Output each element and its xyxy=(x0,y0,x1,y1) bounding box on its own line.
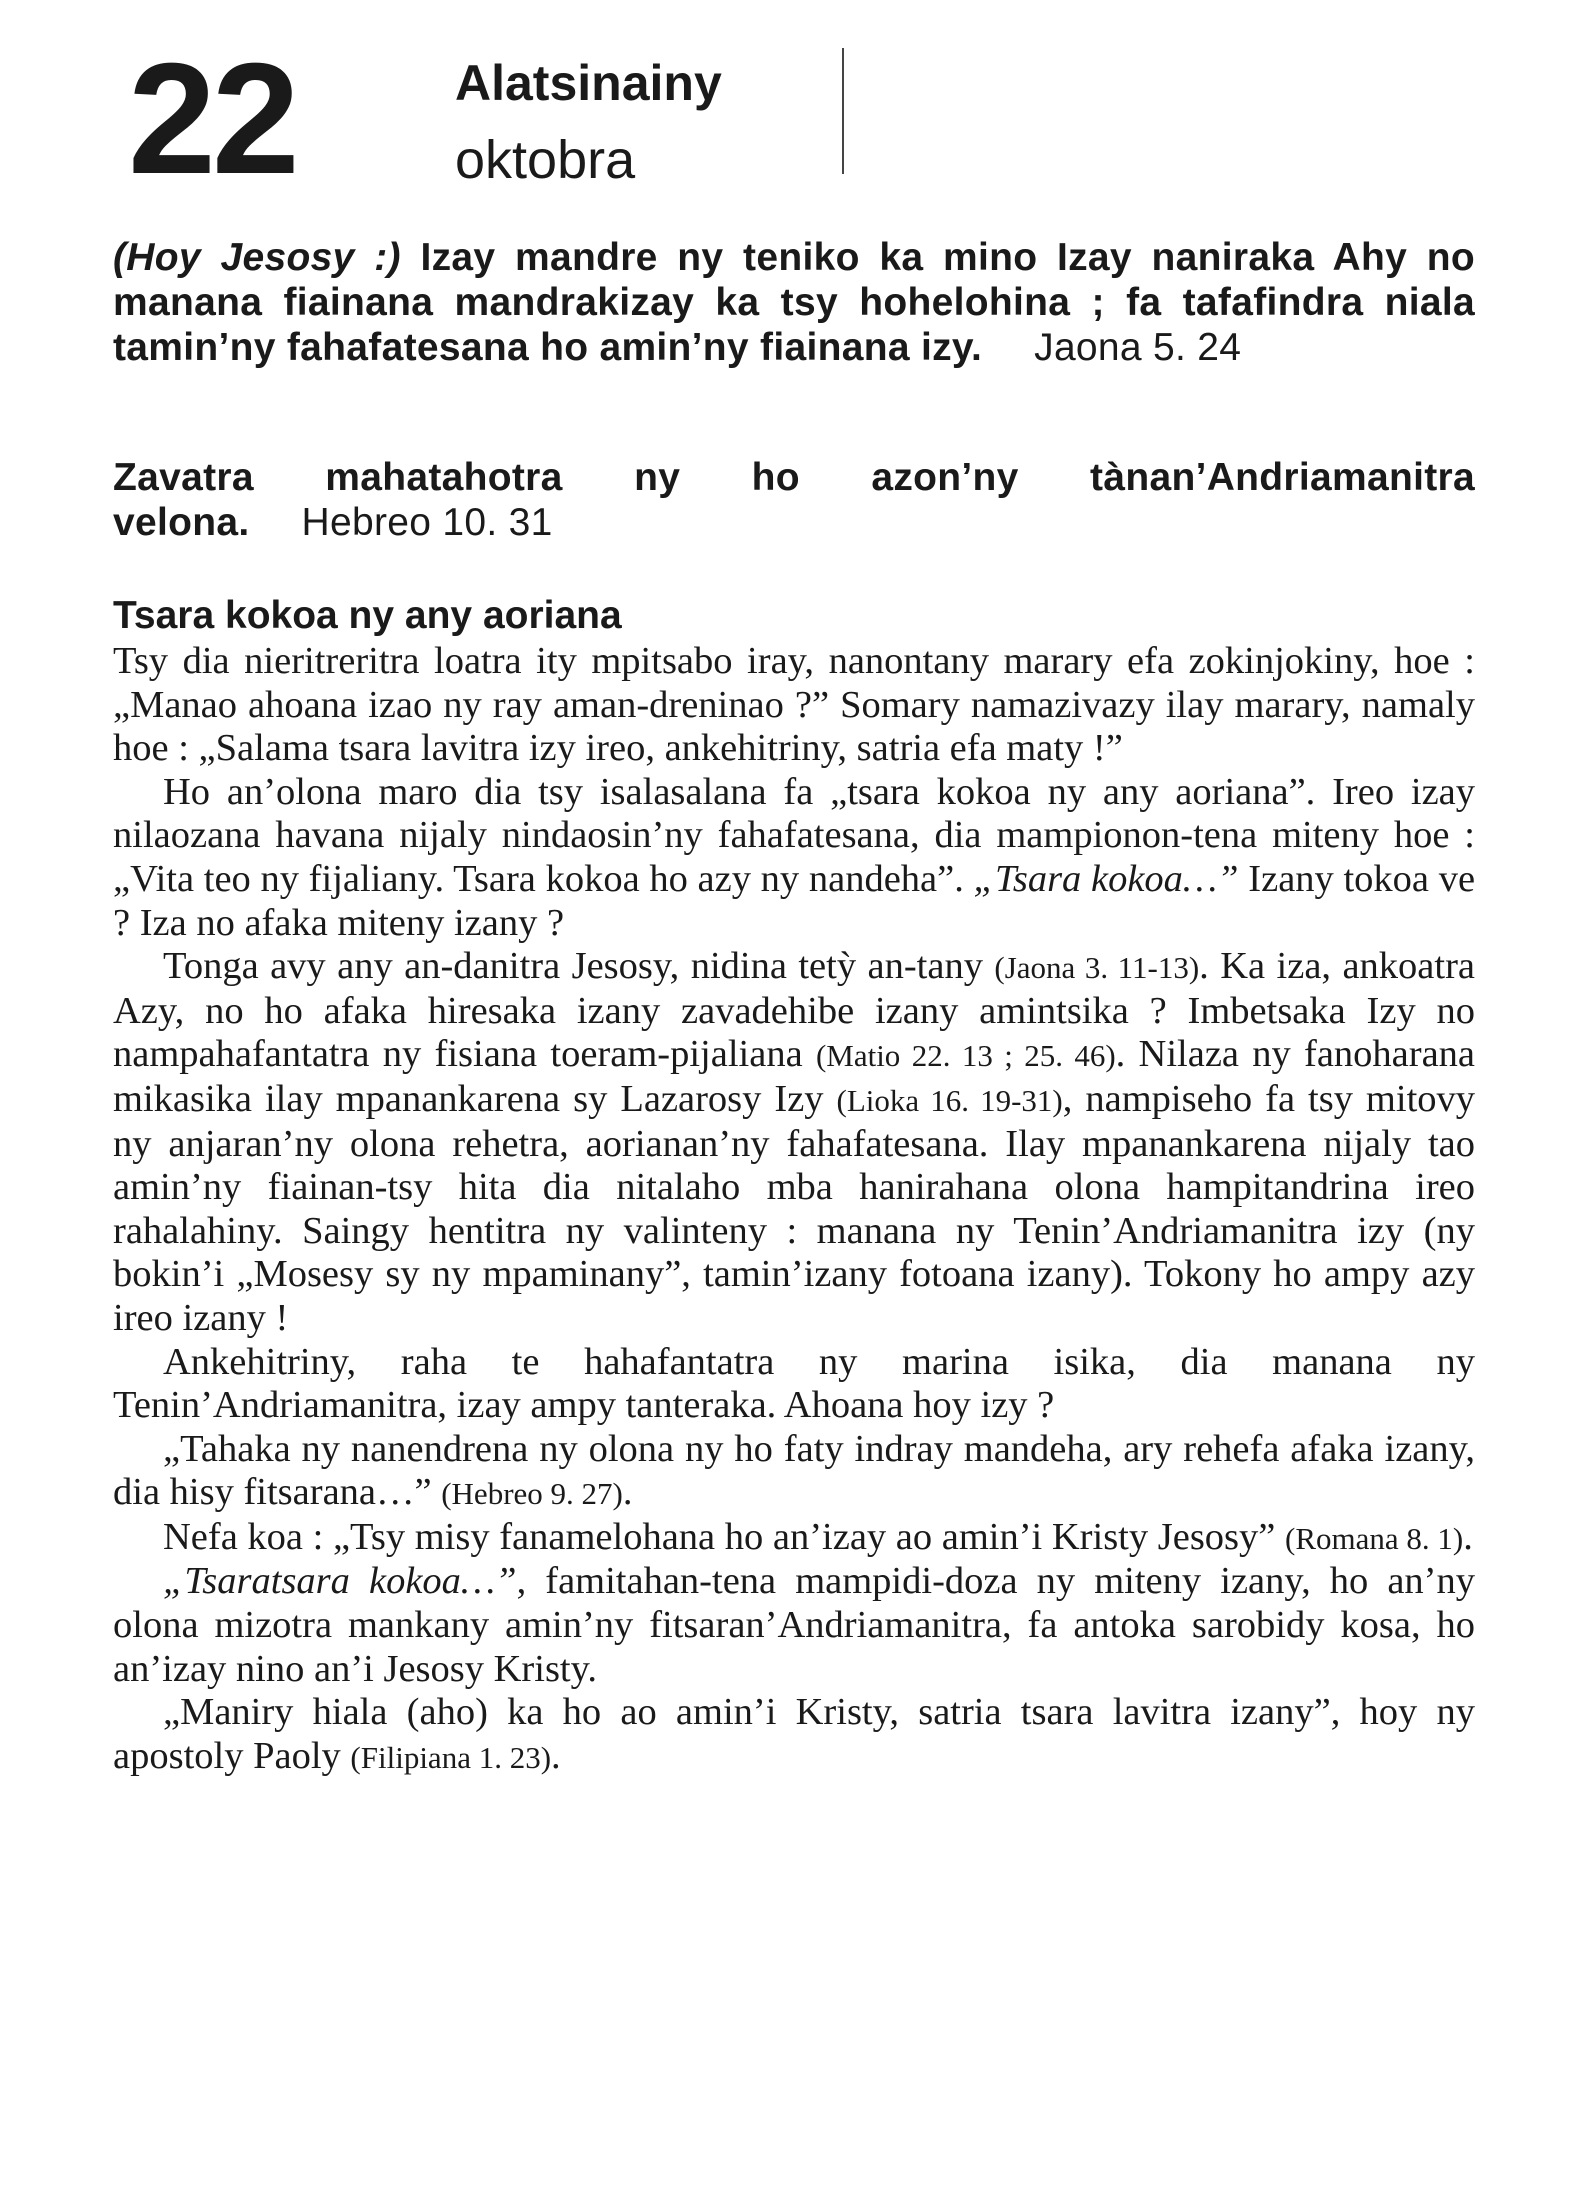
bible-reference: (Hebreo 9. 27) xyxy=(441,1476,623,1512)
paragraph-text: Ankehitriny, raha te hahafantatra ny marina isika, dia manana ny Tenin’Andriamanitra, izay ampy tanteraka. Ahoana hoy izy ? xyxy=(113,1340,1475,1427)
second-verse xyxy=(113,455,1475,545)
verse-of-the-day xyxy=(113,235,1475,370)
header-divider xyxy=(842,48,844,174)
paragraph xyxy=(113,640,1475,771)
verse-text: Izay mandre ny teniko ka mino Izay naniraka Ahy no manana fiainana mandrakizay ka tsy hohelohina ; fa tafafindra niala tamin’ny fahafatesana ho amin’ny fiainana izy. xyxy=(113,236,1475,369)
verse-reference: Hebreo 10. 31 xyxy=(301,501,553,544)
paragraph xyxy=(113,771,1475,945)
paragraph-text: Tonga avy any an-danitra Jesosy, nidina tetỳ an-tany xyxy=(163,945,983,988)
article-body xyxy=(113,640,1475,1779)
day-number: 22 xyxy=(128,31,296,207)
bible-reference: (Romana 8. 1) xyxy=(1285,1520,1464,1556)
paragraph-text: „Maniry hiala (aho) ka ho ao amin’i Kristy, satria tsara lavitra izany”, hoy ny apostoly Paoly xyxy=(113,1691,1475,1777)
bible-reference: (Lioka 16. 19-31) xyxy=(836,1082,1063,1118)
paragraph-text: . Nilaza ny fanoharana mikasika ilay mpanankarena sy Lazarosy Izy xyxy=(113,1033,1476,1120)
italic-quote: „Tsara kokoa…” xyxy=(973,857,1239,900)
bible-reference: (Jaona 3. 11-13) xyxy=(994,950,1200,986)
paragraph-text: Izany tokoa ve ? Iza no afaka miteny izany ? xyxy=(113,857,1476,944)
weekday: Alatsinainy xyxy=(455,55,722,111)
paragraph: „Maniry hiala (aho) ka ho ao amin’i Kristy, satria tsara lavitra izany”, hoy ny apostoly Paoly (Filipiana 1. 23). xyxy=(113,1691,1475,1777)
paragraph-text: Tsy dia nieritreritra loatra ity mpitsabo iray, nanontany marary efa zokinjokiny, hoe : „Manao ahoana izao ny ray aman-dreninao ?” Somary namazivazy ilay marary, namaly hoe : „Salama tsara lavitra izy ireo, ankehitriny, satria efa maty !” xyxy=(113,640,1475,770)
paragraph-text: . Ka iza, ankoatra Azy, no ho afaka hiresaka izany zavadehibe izany amintsika ? Imbetsaka Izy no nampahafantatra ny fisiana toeram-pijaliana xyxy=(113,945,1476,1076)
bible-reference: (Matio 22. 13 ; 25. 46) xyxy=(815,1038,1116,1074)
paragraph: Nefa koa : „Tsy misy fanamelohana ho an’izay ao amin’i Kristy Jesosy” (Romana 8. 1). xyxy=(163,1515,1473,1558)
italic-quote: „Tsaratsara kokoa…” xyxy=(163,1560,517,1603)
verse-reference: Jaona 5. 24 xyxy=(1034,326,1242,369)
verse-text: Zavatra mahatahotra ny ho azon’ny tànan’Andriamanitra velona. xyxy=(113,456,1475,544)
verse-intro: (Hoy Jesosy :) xyxy=(113,236,401,279)
paragraph xyxy=(113,1560,1475,1691)
paragraph xyxy=(113,1341,1475,1428)
paragraph: „Tahaka ny nanendrena ny olona ny ho faty indray mandeha, ary rehefa afaka izany, dia hisy fitsarana…” (Hebreo 9. 27). xyxy=(113,1427,1475,1514)
paragraph xyxy=(113,945,1475,1340)
paragraph-text: , famitahan-tena mampidi-doza ny miteny izany, ho an’ny olona mizotra mankany amin’ny fitsaran’Andriamanitra, fa antoka sarobidy kosa, ho an’izay nino an’i Jesosy Kristy. xyxy=(113,1560,1475,1690)
paragraph-text: Nefa koa : „Tsy misy fanamelohana ho an’izay ao amin’i Kristy Jesosy” xyxy=(163,1515,1276,1558)
paragraph-text: Ho an’olona maro dia tsy isalasalana fa „tsara kokoa ny any aoriana”. Ireo izay nilaozana havana nijaly nindaosin’ny fahafatesana, dia mampionon-tena miteny hoe : „Vita teo ny fijaliany. Tsara kokoa ho azy ny nandeha”. xyxy=(113,770,1475,900)
bible-reference: (Filipiana 1. 23) xyxy=(350,1739,552,1775)
article-title: Tsara kokoa ny any aoriana xyxy=(113,594,622,637)
paragraph-text: , nampiseho fa tsy mitovy ny anjaran’ny olona rehetra, aorianan’ny fahafatesana. Ilay mpanankarena nijaly tao amin’ny fiainan-tsy hita dia nitalaho mba hanirahana olona hampitandrina ireo rahalahiny. Saingy hentitra ny valinteny : manana ny Tenin’Andriamanitra izy (ny bokin’i „Mosesy sy ny mpaminany”, tamin’izany fotoana izany). Tokony ho ampy azy ireo izany ! xyxy=(113,1077,1476,1339)
month: oktobra xyxy=(455,130,636,190)
paragraph-text: „Tahaka ny nanendrena ny olona ny ho faty indray mandeha, ary rehefa afaka izany, dia hisy fitsarana…” xyxy=(113,1427,1475,1514)
